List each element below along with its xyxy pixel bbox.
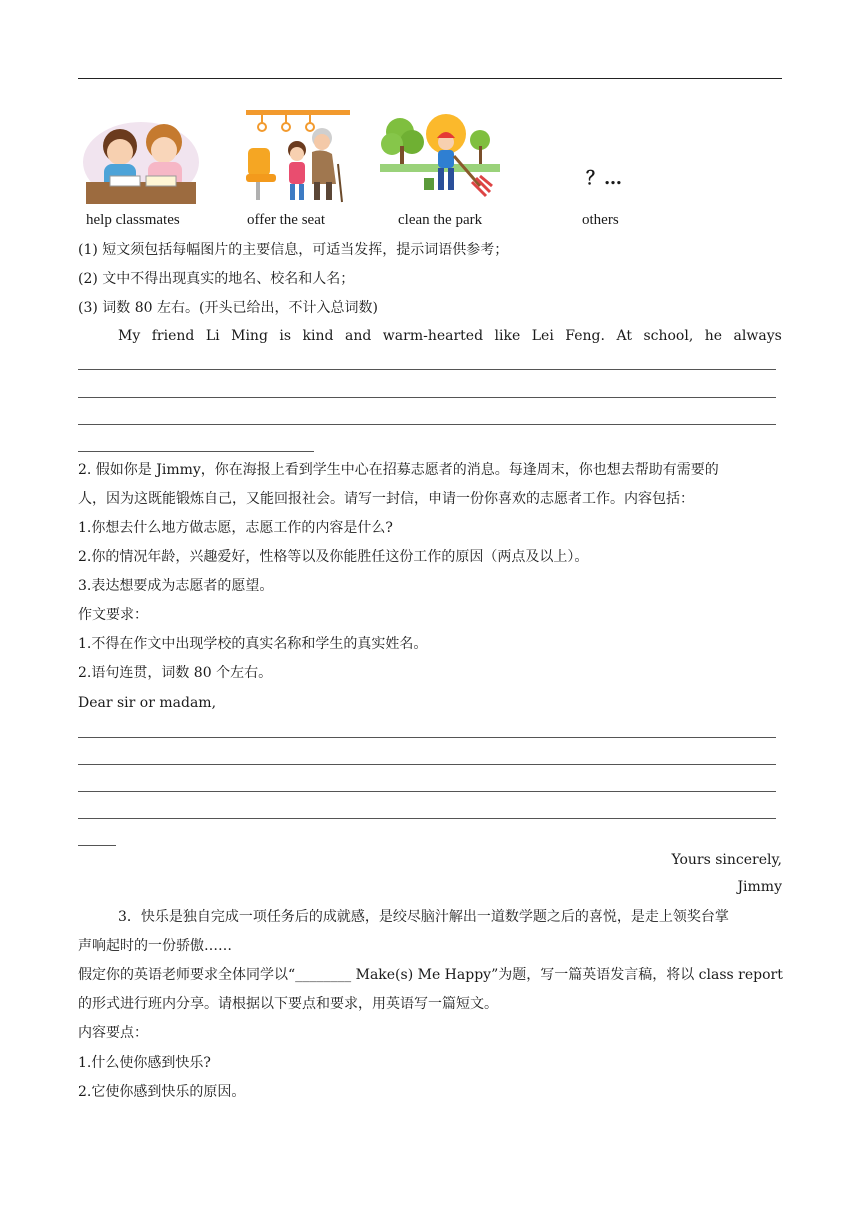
letter-closing: Yours sincerely, (671, 852, 782, 868)
opening-sentence (118, 328, 782, 344)
caption-offer-seat: offer the seat (247, 212, 326, 228)
writing-line[interactable] (78, 791, 776, 792)
requirement-2: (2) 文中不得出现真实的地名、校名和人名； (78, 271, 355, 287)
task3-intro-line1: 3．快乐是独自完成一项任务后的成就感，是绞尽脑汁解出一道数学题之后的喜悦，是走上领奖台掌 (118, 909, 729, 925)
opening-word: is (279, 328, 292, 344)
opening-word: kind (302, 328, 334, 344)
opening-word: like (494, 328, 521, 344)
task2-intro-line2: 人，因为这既能锻炼自己，又能回报社会。请写一封信，申请一份你喜欢的志愿者工作。内容包括： (78, 491, 694, 507)
writing-line[interactable] (78, 818, 776, 819)
letter-signature: Jimmy (737, 879, 782, 895)
task2-point-2: 2.你的情况年龄，兴趣爱好，性格等以及你能胜任这份工作的原因（两点及以上）。 (78, 549, 589, 565)
opening-word: Ming (231, 328, 268, 344)
writing-line[interactable] (78, 451, 314, 452)
task2-intro-line1: 2. 假如你是 Jimmy，你在海报上看到学生中心在招募志愿者的消息。每逢周末，你也想去帮助有需要的 (78, 462, 719, 478)
opening-word: My (118, 328, 141, 344)
opening-word: At (616, 328, 632, 344)
caption-help-classmates: help classmates (86, 212, 180, 228)
caption-clean-park: clean the park (398, 212, 483, 228)
offer-seat-image (242, 108, 354, 206)
opening-word: warm-hearted (382, 328, 484, 344)
requirement-3: (3) 词数 80 左右。(开头已给出，不计入总词数) (78, 300, 378, 316)
requirement-1: (1) 短文须包括每幅图片的主要信息，可适当发挥，提示词语供参考； (78, 242, 509, 258)
opening-word: always (733, 328, 782, 344)
opening-word: Lei (531, 328, 554, 344)
task3-point-2: 2.它使你感到快乐的原因。 (78, 1084, 246, 1100)
opening-word: school, (643, 328, 694, 344)
task3-points-title: 内容要点： (78, 1025, 148, 1041)
opening-word: friend (151, 328, 195, 344)
writing-line[interactable] (78, 845, 116, 846)
task3-instruction-line1: 假定你的英语老师要求全体同学以“________ Make(s) Me Happy”为题，写一篇英语发言稿，将以 class report (78, 967, 783, 983)
writing-line[interactable] (78, 424, 776, 425)
task2-point-1: 1.你想去什么地方做志愿，志愿工作的内容是什么? (78, 520, 393, 536)
task2-point-3: 3.表达想要成为志愿者的愿望。 (78, 578, 274, 594)
writing-line[interactable] (78, 764, 776, 765)
help-classmates-image (80, 110, 202, 206)
caption-others: others (582, 212, 619, 228)
writing-line[interactable] (78, 737, 776, 738)
header-rule (78, 78, 782, 79)
task2-requirement-2: 2.语句连贯，词数 80 个左右。 (78, 665, 273, 681)
opening-word: and (344, 328, 372, 344)
task2-requirements-title: 作文要求： (78, 607, 148, 623)
task3-point-1: 1.什么使你感到快乐? (78, 1055, 211, 1071)
letter-salutation: Dear sir or madam, (78, 695, 217, 711)
opening-word: Li (205, 328, 220, 344)
opening-word: Feng. (565, 328, 605, 344)
writing-line[interactable] (78, 369, 776, 370)
task3-instruction-line2: 的形式进行班内分享。请根据以下要点和要求，用英语写一篇短文。 (78, 996, 498, 1012)
question-ellipsis: ？… (586, 168, 622, 189)
clean-park-image (380, 112, 500, 202)
writing-line[interactable] (78, 397, 776, 398)
task3-intro-line2: 声响起时的一份骄傲…… (78, 938, 232, 954)
task2-requirement-1: 1.不得在作文中出现学校的真实名称和学生的真实姓名。 (78, 636, 428, 652)
opening-word: he (704, 328, 723, 344)
